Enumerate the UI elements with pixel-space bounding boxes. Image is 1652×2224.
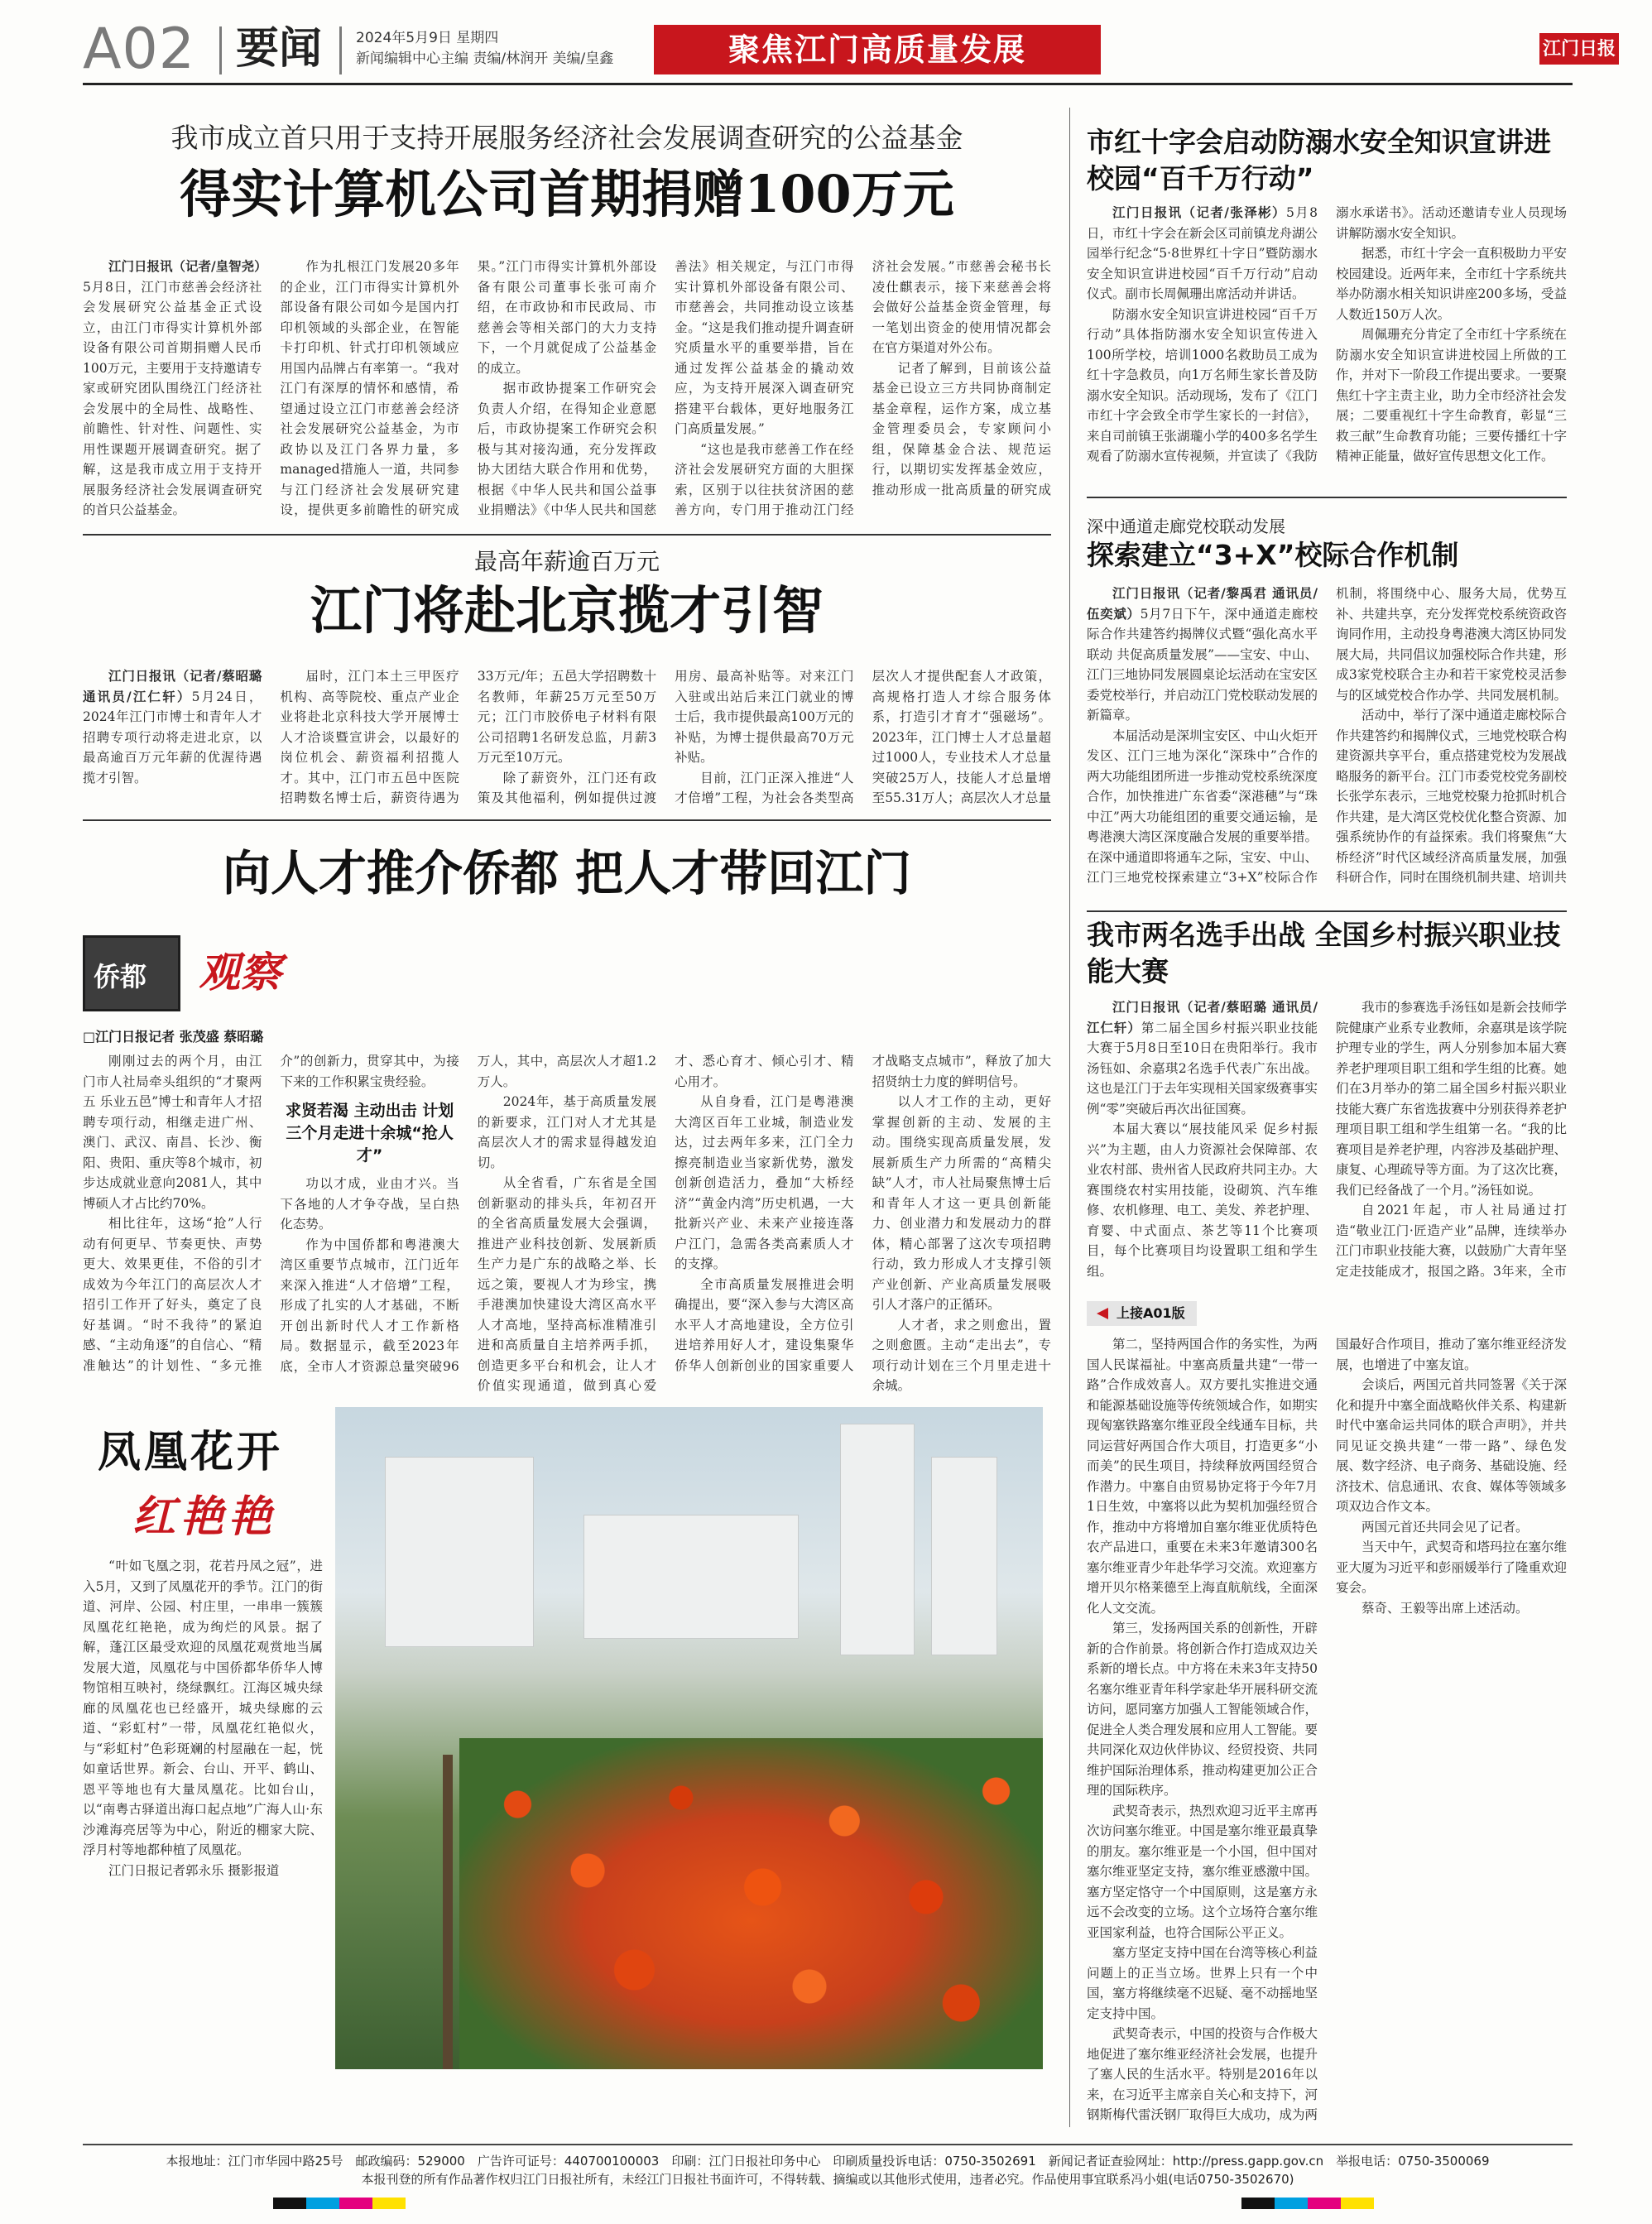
issue-meta <box>356 28 613 70</box>
paragraph: 从全省看，广东省是全国创新驱动的排头兵，年初召开的全省高质量发展大会强调，推进产业科技创新、发展新质生产力是广东的战略之举、长远之策，要视人才为珍宝，携手港澳加快建设大湾区高水平人才高地，坚持高标准精准引进和高质量自主培养两手抓，创造更多平台和机会，让人才价值实现通道，做到真心爱才、悉心育才、倾心引才、精心用才。 <box>477 1054 854 1393</box>
section-rule <box>1087 910 1567 912</box>
footer-rule <box>83 2144 1573 2145</box>
paragraph: 第二届全国乡村振兴职业技能大赛于5月8日至10日在贵阳举行。我市汤钰如、余嘉琪2名选手代表广东出战。这也是江门于去年实现相关国家级赛事实例“零”突破后再次出征国赛。 <box>1087 1020 1318 1117</box>
paragraph: 2024年，基于高质量发展的新要求，江门对人才尤其是高层次人才的需求显得越发迫切。 <box>477 1094 657 1170</box>
paragraph: 当天中午，武契奇和塔玛拉在塞尔维亚大厦为习近平和彭丽媛举行了隆重欢迎宴会。 <box>1336 1540 1567 1595</box>
article-fund <box>83 120 1051 228</box>
focus-banner: 聚焦江门高质量发展 <box>654 25 1101 74</box>
article-kicker: 深中通道走廊党校联动发展 <box>1087 516 1285 536</box>
masthead <box>83 17 1616 82</box>
paragraph: 作为扎根江门发展20多年的企业，江门市得实计算机外部设备有限公司如今是国内打印机领域的头部企业，在智能卡打印机、针式打印机领域应用国内品牌占有率第一。“我对江门有深厚的情怀和感情，希望通过设立江门市慈善会经济社会发展研究公益基金，为市政协以及江门各界力量，多managed措施人一道，共同参与江门经济社会发展研究建设，提供更多前瞻性的研究成果。”江门市得实计算机外部设备有限公司董事长张可南介绍，在市政协和市民政局、市慈善会等相关部门的大力支持下，一个月就促成了公益基金的成立。 <box>280 259 657 517</box>
article-skills-contest-body <box>1087 997 1567 1291</box>
divider <box>339 26 342 74</box>
article-kicker: 我市成立首只用于支持开展服务经济社会发展调查研究的公益基金 <box>170 122 963 154</box>
paragraph: 本届活动是深圳宝安区、中山火炬开发区、江门三地为深化“深珠中”合作的两大功能组团所进一步推动党校系统深度合作，加快推进广东省委“深港穗”与“珠中江”两大功能组团的重要交通运输，是粤港澳大湾区深度融合发展的重要举措。在深中通道即将通车之际，宝安、中山、江门三地党校探索建立“3+X”校际合作机制，将围绕中心、服务大局，优势互补、共建共享，充分发挥党校系统资政咨询同作用，主动投身粤港澳大湾区协同发展大局，共同倡议加强校际合作共建，形成3家党校联合主办和若干家党校灵活参与的区域党校合作办学、共同发展机制。 <box>1087 586 1567 885</box>
photo-tree-trunk <box>443 1755 453 2069</box>
paragraph: 从自身看，江门是粤港澳大湾区百年工业城，制造业发达，过去两年多来，江门全力擦亮制造业当家新优势，激发创新创造活力，叠加“大桥经济”“黄金内湾”历史机遇，一大批新兴产业、未来产业接连落户江门，急需各类高素质人才的支撑。 <box>675 1094 854 1271</box>
paragraph: 会谈后，两国元首共同签署《关于深化和提升中塞全面战略伙伴关系、构建新时代中塞命运共同体的联合声明》，并共同见证交换共建“一带一路”、绿色发展、数字经济、电子商务、基础设施、经济技术、信息通讯、农食、媒体等领域多项双边合作文本。 <box>1336 1377 1567 1514</box>
header-rule <box>83 83 1573 85</box>
article-talent-body <box>83 1051 1051 1399</box>
byline: 江门日报讯（记者/张泽彬） <box>1112 204 1286 220</box>
photo-story-subtitle: 红艳艳 <box>132 1491 277 1542</box>
article-beijing <box>83 546 1051 644</box>
paragraph: 蔡奇、王毅等出席上述活动。 <box>1361 1600 1529 1616</box>
paragraph: 第三，发扬两国关系的创新性，开辟新的合作前景。将创新合作打造成双边关系新的增长点。中方将在未来3年支持50名塞尔维亚青年科学家赴华开展科研交流访问，愿同塞方加强人工智能领域合作，促进全人类合理发展和应用人工智能。要共同深化双边伙伴协议、经贸投资、共同维护国际治理体系，推动构建更加公正合理的国际秩序。 <box>1087 1621 1318 1798</box>
section-rule <box>83 819 1051 821</box>
paragraph: 5月8日，市红十字会在新会区司前镇龙舟湖公园举行纪念“5·8世界红十字日”暨防溺水安全知识宣讲进校园“百千万行动”启动仪式。副市长周佩珊出席活动并讲话。 <box>1087 205 1318 301</box>
column-tag <box>83 935 180 1011</box>
article-kicker: 最高年薪逾百万元 <box>473 548 660 575</box>
article-red-cross <box>1087 124 1567 197</box>
paragraph: 武契奇表示，热烈欢迎习近平主席再次访问塞尔维亚。中国是塞尔维亚最真挚的朋友。塞尔维亚是一个小国，但中国对塞尔维亚坚定支持，塞尔维亚感激中国。塞方坚定恪守一个中国原则，这是塞方永远不会改变的立场。这个立场符合塞尔维亚国家利益，也符合国际公平正义。 <box>1087 1803 1318 1940</box>
paragraph: 除了薪资外，江门还有政策及其他福利，例如提供过渡用房、最高补贴等。对来江门入驻或出站后来江门就业的博士后，我市提供最高100万元的补贴，为博士提供最高70万元补贴。 <box>477 669 854 805</box>
byline: 江门日报讯（记者/皇智尧） <box>108 258 267 274</box>
column-tag-a: 侨都 <box>94 961 147 992</box>
paragraph: 目前，江门正深入推进“人才倍增”工程，为社会各类型高层次人才提供配套人才政策，高规格打造人才综合服务体系，打造引才育才“强磁场”。2023年，江门博士人才总量超过1000人，专业技术人才总量突破25万人，技能人才总量增至55.31万人；高层次人才总量 <box>675 669 1051 805</box>
paragraph: 作为中国侨都和粤港澳大湾区重要节点城市，江门近年来深入推进“人才倍增”工程，形成了扎实的人才基础，不断开创出新时代人才工作新格局。数据显示，截至2023年底，全市人才资源总量突破96万人，其中，高层次人才超1.2万人。 <box>280 1054 657 1374</box>
paragraph: 5月8日，江门市慈善会经济社会发展研究公益基金正式设立，由江门市得实计算机外部设备有限公司首期捐赠人民币100万元，主要用于支持邀请专家或研究团队围绕江门经济社会发展中的全局性、战略性、前瞻性、针对性、问题性、实用性课题开展调查研究。据了解，这是我市成立用于支持开展服务经济社会发展调查研究的首只公益基金。 <box>83 279 262 517</box>
photo-building <box>840 1424 915 1655</box>
paragraph: 本届大赛以“展技能风采 促乡村振兴”为主题，由人力资源社会保障部、农业农村部、贵州省人民政府共同主办。大赛围绕农村实用技能，设砌筑、汽车维修、农机修理、电工、美发、养老护理、育婴、中式面点、茶艺等11个比赛项目，每个比赛项目均设置职工组和学生组。 <box>1087 1122 1318 1279</box>
paragraph: “这也是我市慈善工作在经济社会发展研究方面的大胆探索，区别于以往扶贫济困的慈善方向，专门用于推动江门经济社会发展。”市慈善会秘书长凌仕麒表示，接下来慈善会将会做好公益基金资金管理，每一笔划出资金的使用情况都会在官方渠道对外公布。 <box>675 259 1051 517</box>
print-color-bar <box>339 2198 372 2209</box>
paragraph: 5月7日下午，深中通道走廊校际合作共建答约揭牌仪式暨“强化高水平联动 共促高质量发展”——宝安、中山、江门三地协同发展圆桌论坛活动在宝安区委党校举行，并启动江门党校联动发展的新篇章。 <box>1087 606 1318 723</box>
byline: 江门日报讯（记者/蔡昭璐 通讯员/江仁轩） <box>1087 999 1318 1035</box>
article-headline: 得实计算机公司首期捐赠100万元 <box>180 164 954 224</box>
flame-tree-photo <box>335 1407 1043 2069</box>
paragraph: 人才者，求之则愈出，置之则愈匮。主动“走出去”，专项行动计划在三个月里走进十余城。 <box>872 1317 1051 1393</box>
section-rule <box>1087 497 1567 498</box>
print-color-bar <box>306 2198 339 2209</box>
article-headline: 我市两名选手出战 全国乡村振兴职业技能大赛 <box>1087 919 1561 987</box>
article-headline: 江门将赴北京揽才引智 <box>310 580 824 641</box>
paragraph: 据悉，市红十字会一直积极助力平安校园建设。近两年来，全市红十字系统共举办防溺水相关知识讲座200多场，受益人数近150万人次。 <box>1336 246 1567 322</box>
paragraph: 第二，坚持两国合作的务实性，为两国人民谋福祉。中塞高质量共建“一带一路”合作成效喜人。双方要扎实推进交通和能源基础设施等传统领域合作，如期实现匈塞铁路塞尔维亚段全线通车目标，共同运营好两国合作大项目，打造更多“小而美”的民生项目，持续释放两国经贸合作潜力。中塞自由贸易协定将于今年7月1日生效，中塞将以此为契机加强经贸合作，推动中方将增加自塞尔维亚优质特色农产品进口，重要在未来3年邀请300名塞尔维亚青少年赴华学习交流。欢迎塞方增开贝尔格莱德至上海直航航线，全面深化人文交流。 <box>1087 1337 1318 1616</box>
paragraph: 全市高质量发展推进会明确提出，要“深入参与大湾区高水平人才高地建设，全方位引进培养用好人才，建设集聚华侨华人创新创业的国家重要人才战略支点城市”，释放了加大招贤纳士力度的鲜明信号。 <box>675 1054 1051 1373</box>
divider <box>219 26 222 74</box>
section-name: 要闻 <box>236 24 323 74</box>
paragraph: 功以才成，业由才兴。当下各地的人才争夺战，呈白热化态势。 <box>280 1176 459 1232</box>
paragraph: 以人才工作的主动，更好掌握创新的主动、发展的主动。围绕实现高质量发展，发展新质生产力所需的“高精尖缺”人才，市人社局聚焦博士后和青年人才这一更具创新能力、创业潜力和发展动力的群体，精心部署了这次专项招聘行动，致力形成人才支撑引领产业创新、产业高质量发展吸引人才落户的正循环。 <box>872 1094 1051 1312</box>
photo-story-body <box>83 1556 323 2053</box>
print-color-bar <box>1275 2198 1308 2209</box>
byline: 江门日报讯（记者/蔡昭璐 通讯员/江仁轩） <box>83 668 262 704</box>
section-rule <box>83 534 1051 536</box>
photo-building <box>931 1457 997 1655</box>
continued-from-label[interactable]: 上接A01版 <box>1087 1301 1197 1326</box>
article-beijing-body <box>83 666 1051 811</box>
byline: □江门日报记者 张茂盛 蔡昭璐 <box>83 1029 264 1045</box>
photo-story-title: 凤凰花开 <box>98 1427 284 1477</box>
paragraph: 两国元首还共同会见了记者。 <box>1361 1519 1529 1535</box>
print-color-bar <box>1241 2198 1275 2209</box>
editor-line: 新闻编辑中心主编 责编/林润开 美编/皇鑫 <box>356 50 614 67</box>
byline: 江门日报讯（记者/黎禹君 通讯员/伍奕斌） <box>1087 585 1318 622</box>
paragraph: 相比往年，这场“抢”人行动有何更早、节奏更快、声势更大、效果更佳，不俗的引才成效为今年江门的高层次人才招引工作开了好头，奠定了良好基调。“时不我待”的紧迫感、“主动角逐”的自信心、“精准触达”的计划性、“多元推介”的创新力，贯穿其中，为接下来的工作积累宝贵经验。 <box>83 1054 459 1373</box>
article-party-school <box>1087 513 1567 574</box>
subheading: 求贤若渴 主动出击 计划三个月走进十余城“抢人才” <box>285 1102 454 1165</box>
paragraph: “叶如飞凰之羽，花若丹凤之冠”，进入5月，又到了凤凰花开的季节。江门的街道、河岸、公园、村庄里，一串串一簇簇凤凰花红艳艳，成为绚烂的风景。据了解，蓬江区最受欢迎的凤凰花观赏地当属发展大道，凤凰花与中国侨都华侨华人博物馆相互映衬，绕绿飘红。江海区城央绿廊的凤凰花也已经盛开，城央绿廊的云道、“彩虹村”一带，凤凰花红艳似火，与“彩虹村”色彩斑斓的村屋融在一起，恍如童话世界。新会、台山、开平、鹤山、恩平等地也有大量凤凰花。比如台山，以“南粤古驿道出海口起点地”广海人山·东沙滩海亮居等为中心，附近的棚家大院、浮月村等地都种植了凤凰花。 <box>83 1559 323 1857</box>
paragraph: 我市的参赛选手汤钰如是新会技师学院健康产业系专业教师，余嘉琪是该学院护理专业的学生，两人分别参加本届大赛养老护理项目职工组和学生组的比赛。她们在3月举办的第二届全国乡村振兴职业技能大赛广东省选拔赛中分别获得养老护理项目职工组和学生组第一名。“我的比赛项目是养老护理，内容涉及基础护理、康复、心理疏导等方面。为了这次比赛，我们已经备战了一个月。”汤钰如说。 <box>1336 1000 1567 1198</box>
photo-building <box>385 1457 534 1647</box>
paragraph: 据市政协提案工作研究会负责人介绍，在得知企业意愿后，市政协提案工作研究会积极与其对接沟通，充分发挥政协大团结大联合作用和优势，根据《中华人民共和国公益事业捐赠法》《中华人民共和国慈善法》相关规定，与江门市得实计算机外部设备有限公司、市慈善会，共同推动设立该基金。“这是我们推动提升调查研究质量水平的重要举措，旨在通过发挥公益基金的撬动效应，为支持开展深入调查研究搭建平台载体，更好地服务江门高质量发展。” <box>477 259 854 517</box>
paragraph: 记者了解到，目前该公益基金已设立三方共同协商制定基金章程，运作方案，成立基金管理委员会，专家顾问小组，保障基金合法、规范运行，以期切实发挥基金效应，推动形成一批高质量的研究成 <box>872 360 1051 497</box>
photo-flowers <box>459 1738 1043 2069</box>
page-number: A02 <box>83 17 196 82</box>
footer-address: 本报地址：江门市华园中路25号 邮政编码：529000 广告许可证号：440700100003 印刷：江门日报社印务中心 印刷质量投诉电话：0750-3502691 新闻记者证查验网址：http://press.gapp.gov.cn 举报电话：0750-3500069 <box>166 2154 1490 2169</box>
article-skills-contest <box>1087 917 1567 990</box>
footer-copyright: 本报刊登的所有作品著作权归江门日报社所有，未经江门日报社书面许可，不得转载、摘编或以其他形式使用，违者必究。作品使用事宜联系冯小姐(电话0750-3502670) <box>361 2172 1294 2187</box>
column-divider <box>1069 108 1070 2127</box>
article-party-school-body <box>1087 584 1567 902</box>
photo-building <box>583 1515 799 1639</box>
paragraph: 5月24日，2024年江门市博士和青年人才招聘专项行动将走进北京，以最高逾百万元年薪的优渥待遇揽才引智。 <box>83 689 262 785</box>
print-color-bar <box>372 2198 406 2209</box>
column-tag-b: 观察 <box>199 948 281 997</box>
paragraph: 塞方坚定支持中国在台湾等核心利益问题上的正当立场。世界上只有一个中国，塞方将继续毫不迟疑、毫不动摇地坚定支持中国。 <box>1087 1945 1318 2021</box>
print-color-bar <box>1341 2198 1374 2209</box>
paragraph: 活动中，举行了深中通道走廊校际合作共建答约和揭牌仪式，三地党校联合构建资源共享平台，重点搭建党校为发展战略服务的新平台。江门市委党校党务副校长张学东表示，三地党校聚力抢抓时机合作共建，是大湾区党校优化整合资源、加强系统协作的有益探索。我们将聚焦“大桥经济”时代区域经济高质量发展，加强科研合作，同时在围绕机制共建、培训共 <box>1336 708 1567 885</box>
issue-date: 2024年5月9日 星期四 <box>356 30 499 46</box>
paragraph: 届时，江门本土三甲医疗机构、高等院校、重点产业企业将赴北京科技大学开展博士人才洽谈暨宣讲会，以最好的岗位机会、薪资福利招揽人才。其中，江门市五邑中医院招聘数名博士后，薪资待遇为33万元/年；五邑大学招聘数十名教师，年薪25万元至50万元；江门市胶侨电子材料有限公司招聘1名研发总监，月薪3万元至10万元。 <box>280 669 657 805</box>
continued-article-body <box>1087 1334 1567 2129</box>
print-color-bar <box>1308 2198 1341 2209</box>
article-fund-body <box>83 257 1051 523</box>
paragraph: 周佩珊充分肯定了全市红十字系统在防溺水安全知识宣讲进校园上所做的工作，并对下一阶段工作提出要求。一要聚焦红十字主责主业，助力全市经济社会发展；二要重视红十字生命教育，彰显“三救三献”生命教育功能；三要传播红十字精神正能量，做好宣传思想文化工作。 <box>1336 327 1567 464</box>
article-red-cross-body <box>1087 203 1567 484</box>
paragraph: 武契奇表示，中国的投资与合作极大地促进了塞尔维亚经济社会发展，也提升了塞人民的生活水平。特别是2016年以来，在习近平主席亲自关心和支持下，河钢斯梅代雷沃钢厂取得巨大成功，成为两国最好合作项目，推动了塞尔维亚经济发展，也增进了中塞友谊。 <box>1087 1337 1567 2122</box>
newspaper-logo: 江门日报 <box>1539 33 1619 65</box>
article-headline: 市红十字会启动防溺水安全知识宣讲进校园“百千万行动” <box>1087 126 1551 195</box>
print-color-bar <box>273 2198 306 2209</box>
paragraph: 自2021年起，市人社局通过打造“敬业江门·匠造产业”品牌，连续举办江门市职业技能大赛，以鼓励广大青年坚定走技能成才，报国之路。3年来，全市 <box>1336 1203 1567 1279</box>
photo-credit: 江门日报记者郭永乐 摄影报道 <box>108 1862 280 1878</box>
article-headline: 向人才推介侨都 把人才带回江门 <box>222 845 912 901</box>
paragraph: 刚刚过去的两个月，由江门市人社局牵头组织的“才聚两五 乐业五邑”博士和青年人才招聘专项行动，相继走进广州、澳门、武汉、南昌、长沙、衡阳、贵阳、重庆等8个城市，初步达成就业意向2081人，其中博硕人才占比约70%。 <box>83 1054 262 1211</box>
article-headline: 探索建立“3+X”校际合作机制 <box>1087 539 1459 571</box>
paragraph: 防溺水安全知识宣讲进校园“百千万行动”具体指防溺水安全知识宣传进入100所学校，培训1000名救助员工成为红十字急救员，向1万名师生家长普及防溺水安全知识。活动现场，发布了《江门市红十字会致全市学生家长的一封信》，来自司前镇王张湖瓏小学的400多名学生观看了防溺水宣传视频，并宣读了《我防溺水承诺书》。活动还邀请专业人员现场讲解防溺水安全知识。 <box>1087 205 1567 464</box>
